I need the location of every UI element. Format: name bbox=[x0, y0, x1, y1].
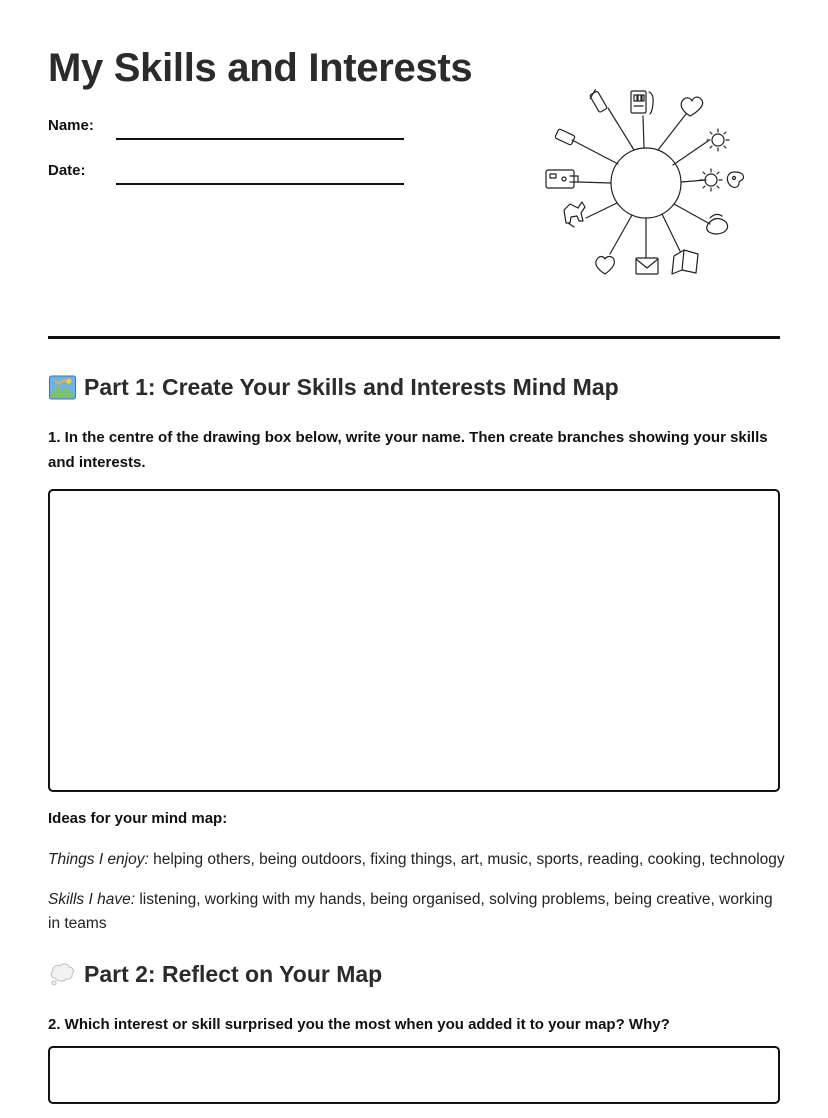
marker-icon bbox=[588, 90, 608, 113]
sun-icon bbox=[700, 169, 722, 191]
phone-icon bbox=[555, 129, 576, 146]
section-divider bbox=[48, 336, 780, 339]
heart-icon bbox=[681, 97, 703, 116]
ideas-skills-label: Skills I have: bbox=[48, 891, 136, 908]
mind-map-center-circle bbox=[611, 148, 681, 218]
page-title: My Skills and Interests bbox=[48, 46, 473, 90]
part1-heading bbox=[48, 373, 619, 401]
mind-map-drawing-area[interactable] bbox=[48, 489, 780, 792]
toolbox-icon bbox=[546, 170, 578, 188]
answer-box-question-2[interactable] bbox=[48, 1046, 780, 1104]
calculator-icon bbox=[631, 91, 653, 114]
ideas-skills-text: listening, working with my hands, being organised, solving problems, being creative, working in teams bbox=[48, 891, 773, 932]
palette-icon bbox=[727, 172, 743, 187]
map-icon bbox=[48, 373, 76, 401]
mind-map-illustration bbox=[538, 86, 754, 282]
ideas-enjoy-line bbox=[48, 848, 788, 872]
question-1: 1. In the centre of the drawing box below, write your name. Then create branches showing your skills and interests. bbox=[48, 429, 768, 471]
part2-heading bbox=[48, 960, 382, 988]
ideas-enjoy-text: helping others, being outdoors, fixing things, art, music, sports, reading, cooking, technology bbox=[148, 851, 785, 868]
book-icon bbox=[672, 250, 698, 274]
ideas-heading: Ideas for your mind map: bbox=[48, 810, 228, 827]
part1-heading-text: Part 1: Create Your Skills and Interests Mind Map bbox=[84, 373, 619, 400]
date-label: Date: bbox=[48, 162, 86, 179]
date-field[interactable] bbox=[116, 183, 404, 185]
name-field[interactable] bbox=[116, 138, 404, 140]
ideas-enjoy-label: Things I enjoy: bbox=[48, 851, 149, 868]
sun-icon bbox=[707, 129, 729, 151]
thought-bubble-icon bbox=[48, 960, 76, 988]
heart-icon bbox=[596, 256, 615, 274]
envelope-icon bbox=[636, 258, 658, 274]
part2-heading-text: Part 2: Reflect on Your Map bbox=[84, 960, 383, 987]
animal-icon bbox=[564, 202, 585, 227]
question-2: 2. Which interest or skill surprised you the most when you added it to your map? Why? bbox=[48, 1016, 670, 1033]
name-label: Name: bbox=[48, 117, 94, 134]
ideas-skills-line bbox=[48, 888, 788, 936]
